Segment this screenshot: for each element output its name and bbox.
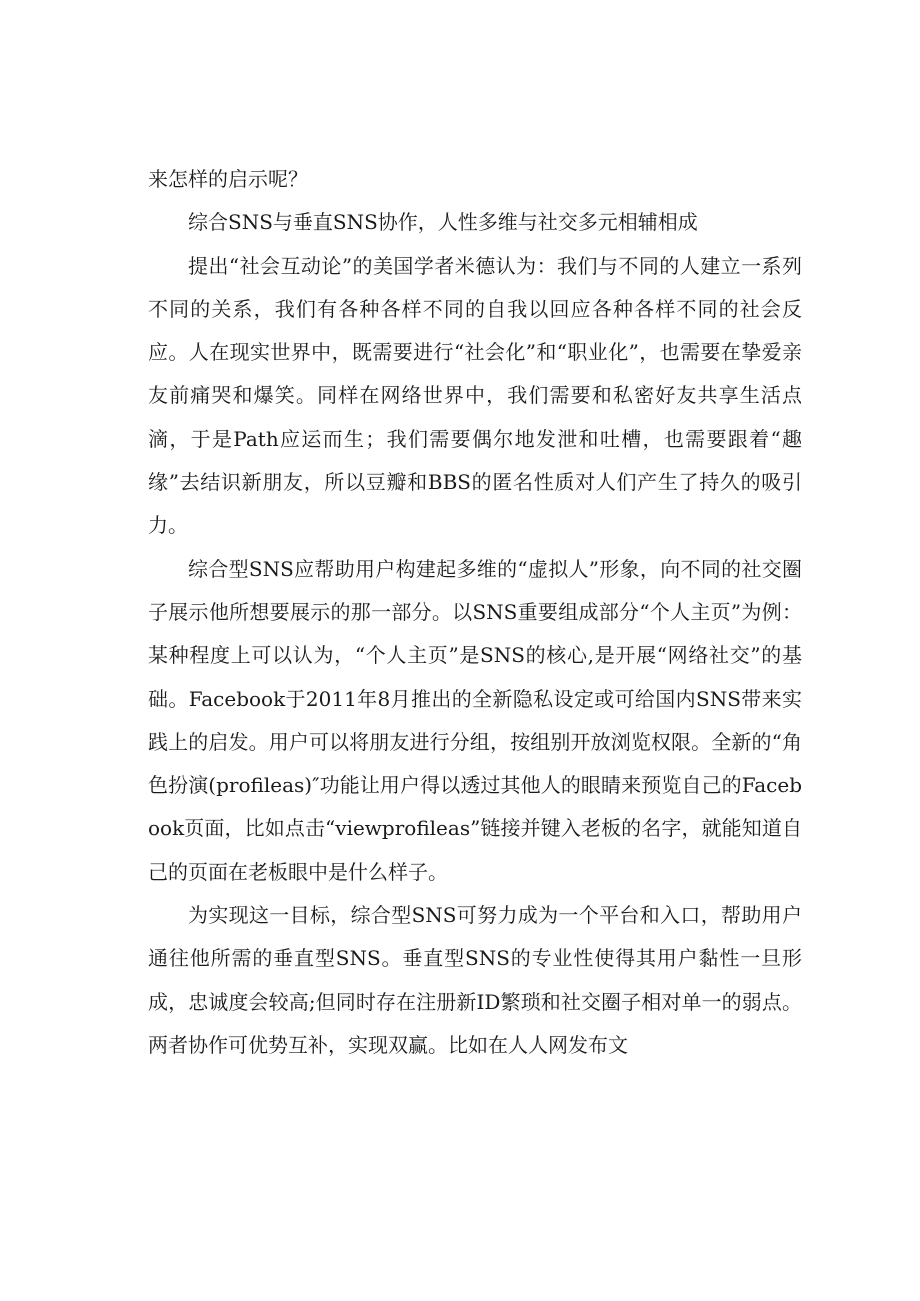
body-text	[148, 158, 802, 1067]
paragraph-continuation: 来怎样的启示呢？	[148, 167, 308, 191]
paragraph-platform-entry: 为实现这一目标，综合型SNS可努力成为一个平台和入口，帮助用户通往他所需的垂直型SNS。垂直型SNS的专业性使得其用户黏性一旦形成，忠诚度会较高;但同时存在注册新ID繁琐和社交圈子相对单一的弱点。两者协作可优势互补，实现双赢。比如在人人网发布文	[148, 903, 802, 1057]
paragraph-virtual-persona: 综合型SNS应帮助用户构建起多维的“虚拟人”形象，向不同的社交圈子展示他所想要展示的那一部分。以SNS重要组成部分“个人主页”为例：某种程度上可以认为，“个人主页”是SNS的核心,是开展“网络社交”的基础。Facebook于2011年8月推出的全新隐私设定或可给国内SNS带来实践上的启发。用户可以将朋友进行分组，按组别开放浏览权限。全新的“角色扮演(profileas)″功能让用户得以透过其他人的眼睛来预览自己的Facebook页面，比如点击“viewprofileas”链接并键入老板的名字，就能知道自己的页面在老板眼中是什么样子。	[148, 556, 802, 884]
paragraph-mead-theory: 提出“社会互动论”的美国学者米德认为：我们与不同的人建立一系列不同的关系，我们有各种各样不同的自我以回应各种各样不同的社会反应。人在现实世界中，既需要进行“社会化”和“职业化”，也需要在挚爱亲友前痛哭和爆笑。同样在网络世界中，我们需要和私密好友共享生活点滴，于是Path应运而生；我们需要偶尔地发泄和吐槽，也需要跟着“趣缘”去结识新朋友，所以豆瓣和BBS的匿名性质对人们产生了持久的吸引力。	[148, 253, 802, 538]
section-heading: 综合SNS与垂直SNS协作，人性多维与社交多元相辅相成	[188, 210, 698, 235]
